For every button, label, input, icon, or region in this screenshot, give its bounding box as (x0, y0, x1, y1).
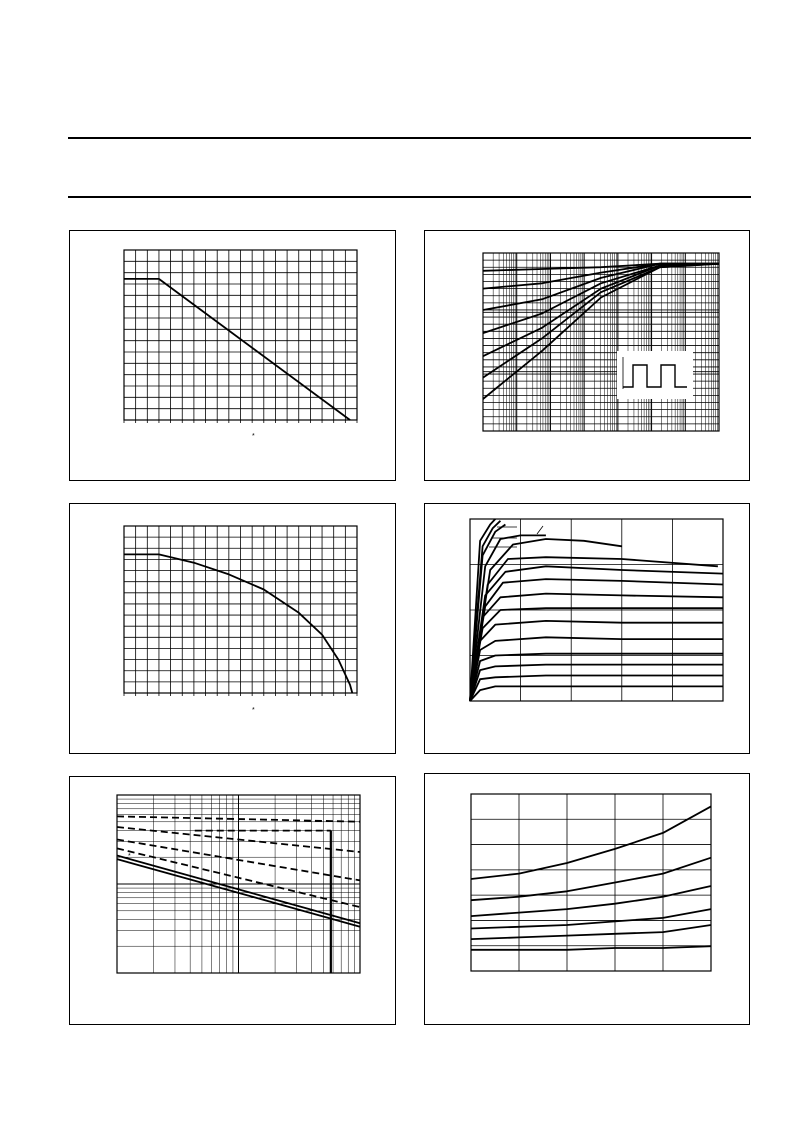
chart-panel-derating-curved (69, 503, 396, 754)
chart-panel-safe-operating-area (69, 776, 396, 1025)
chart-panel-family-curves (424, 773, 750, 1025)
series-11-line (470, 557, 718, 701)
chart-panel-output-characteristics (424, 503, 750, 754)
axis-marker: * (128, 853, 131, 860)
series-1-line (124, 279, 350, 420)
series-3-line (471, 909, 711, 928)
chart-safe-operating-area (70, 777, 397, 1026)
series-10-line (470, 566, 723, 701)
series-5-line (470, 637, 723, 701)
grid (483, 253, 719, 431)
header-rule-top (68, 137, 751, 139)
series-6-line (470, 621, 723, 701)
limit-lines (195, 831, 331, 973)
series-1-line (124, 554, 352, 693)
grid (471, 794, 711, 971)
chart-derating-curved (70, 504, 397, 755)
chart-panel-transient-thermal-impedance (424, 230, 750, 481)
chart-derating-linear (70, 231, 397, 482)
chart-panel-derating-linear (69, 230, 396, 481)
leader-line (537, 526, 543, 534)
x-ticks (124, 693, 357, 696)
series-1-line (471, 946, 711, 950)
grid (117, 795, 360, 973)
x-ticks (124, 420, 357, 423)
grid (124, 250, 357, 420)
chart-family-curves (425, 774, 751, 1026)
pulse-inset (617, 351, 693, 399)
header-rule-bottom (68, 196, 751, 198)
series-group (124, 279, 350, 420)
chart-output-characteristics (425, 504, 751, 755)
series-2-line (470, 676, 723, 702)
series-group (124, 554, 352, 693)
series-12-line (470, 539, 622, 701)
chart-transient-thermal-impedance (425, 231, 751, 482)
inset-background (617, 351, 693, 399)
series-6-line (471, 806, 711, 879)
axis-marker: * (252, 707, 255, 714)
series-4-line (471, 886, 711, 916)
series-3-line (470, 665, 723, 701)
plot-frame (471, 794, 711, 971)
series-1-line (470, 686, 723, 701)
series-group (471, 806, 711, 949)
axis-marker: * (252, 433, 255, 440)
grid (124, 526, 357, 693)
